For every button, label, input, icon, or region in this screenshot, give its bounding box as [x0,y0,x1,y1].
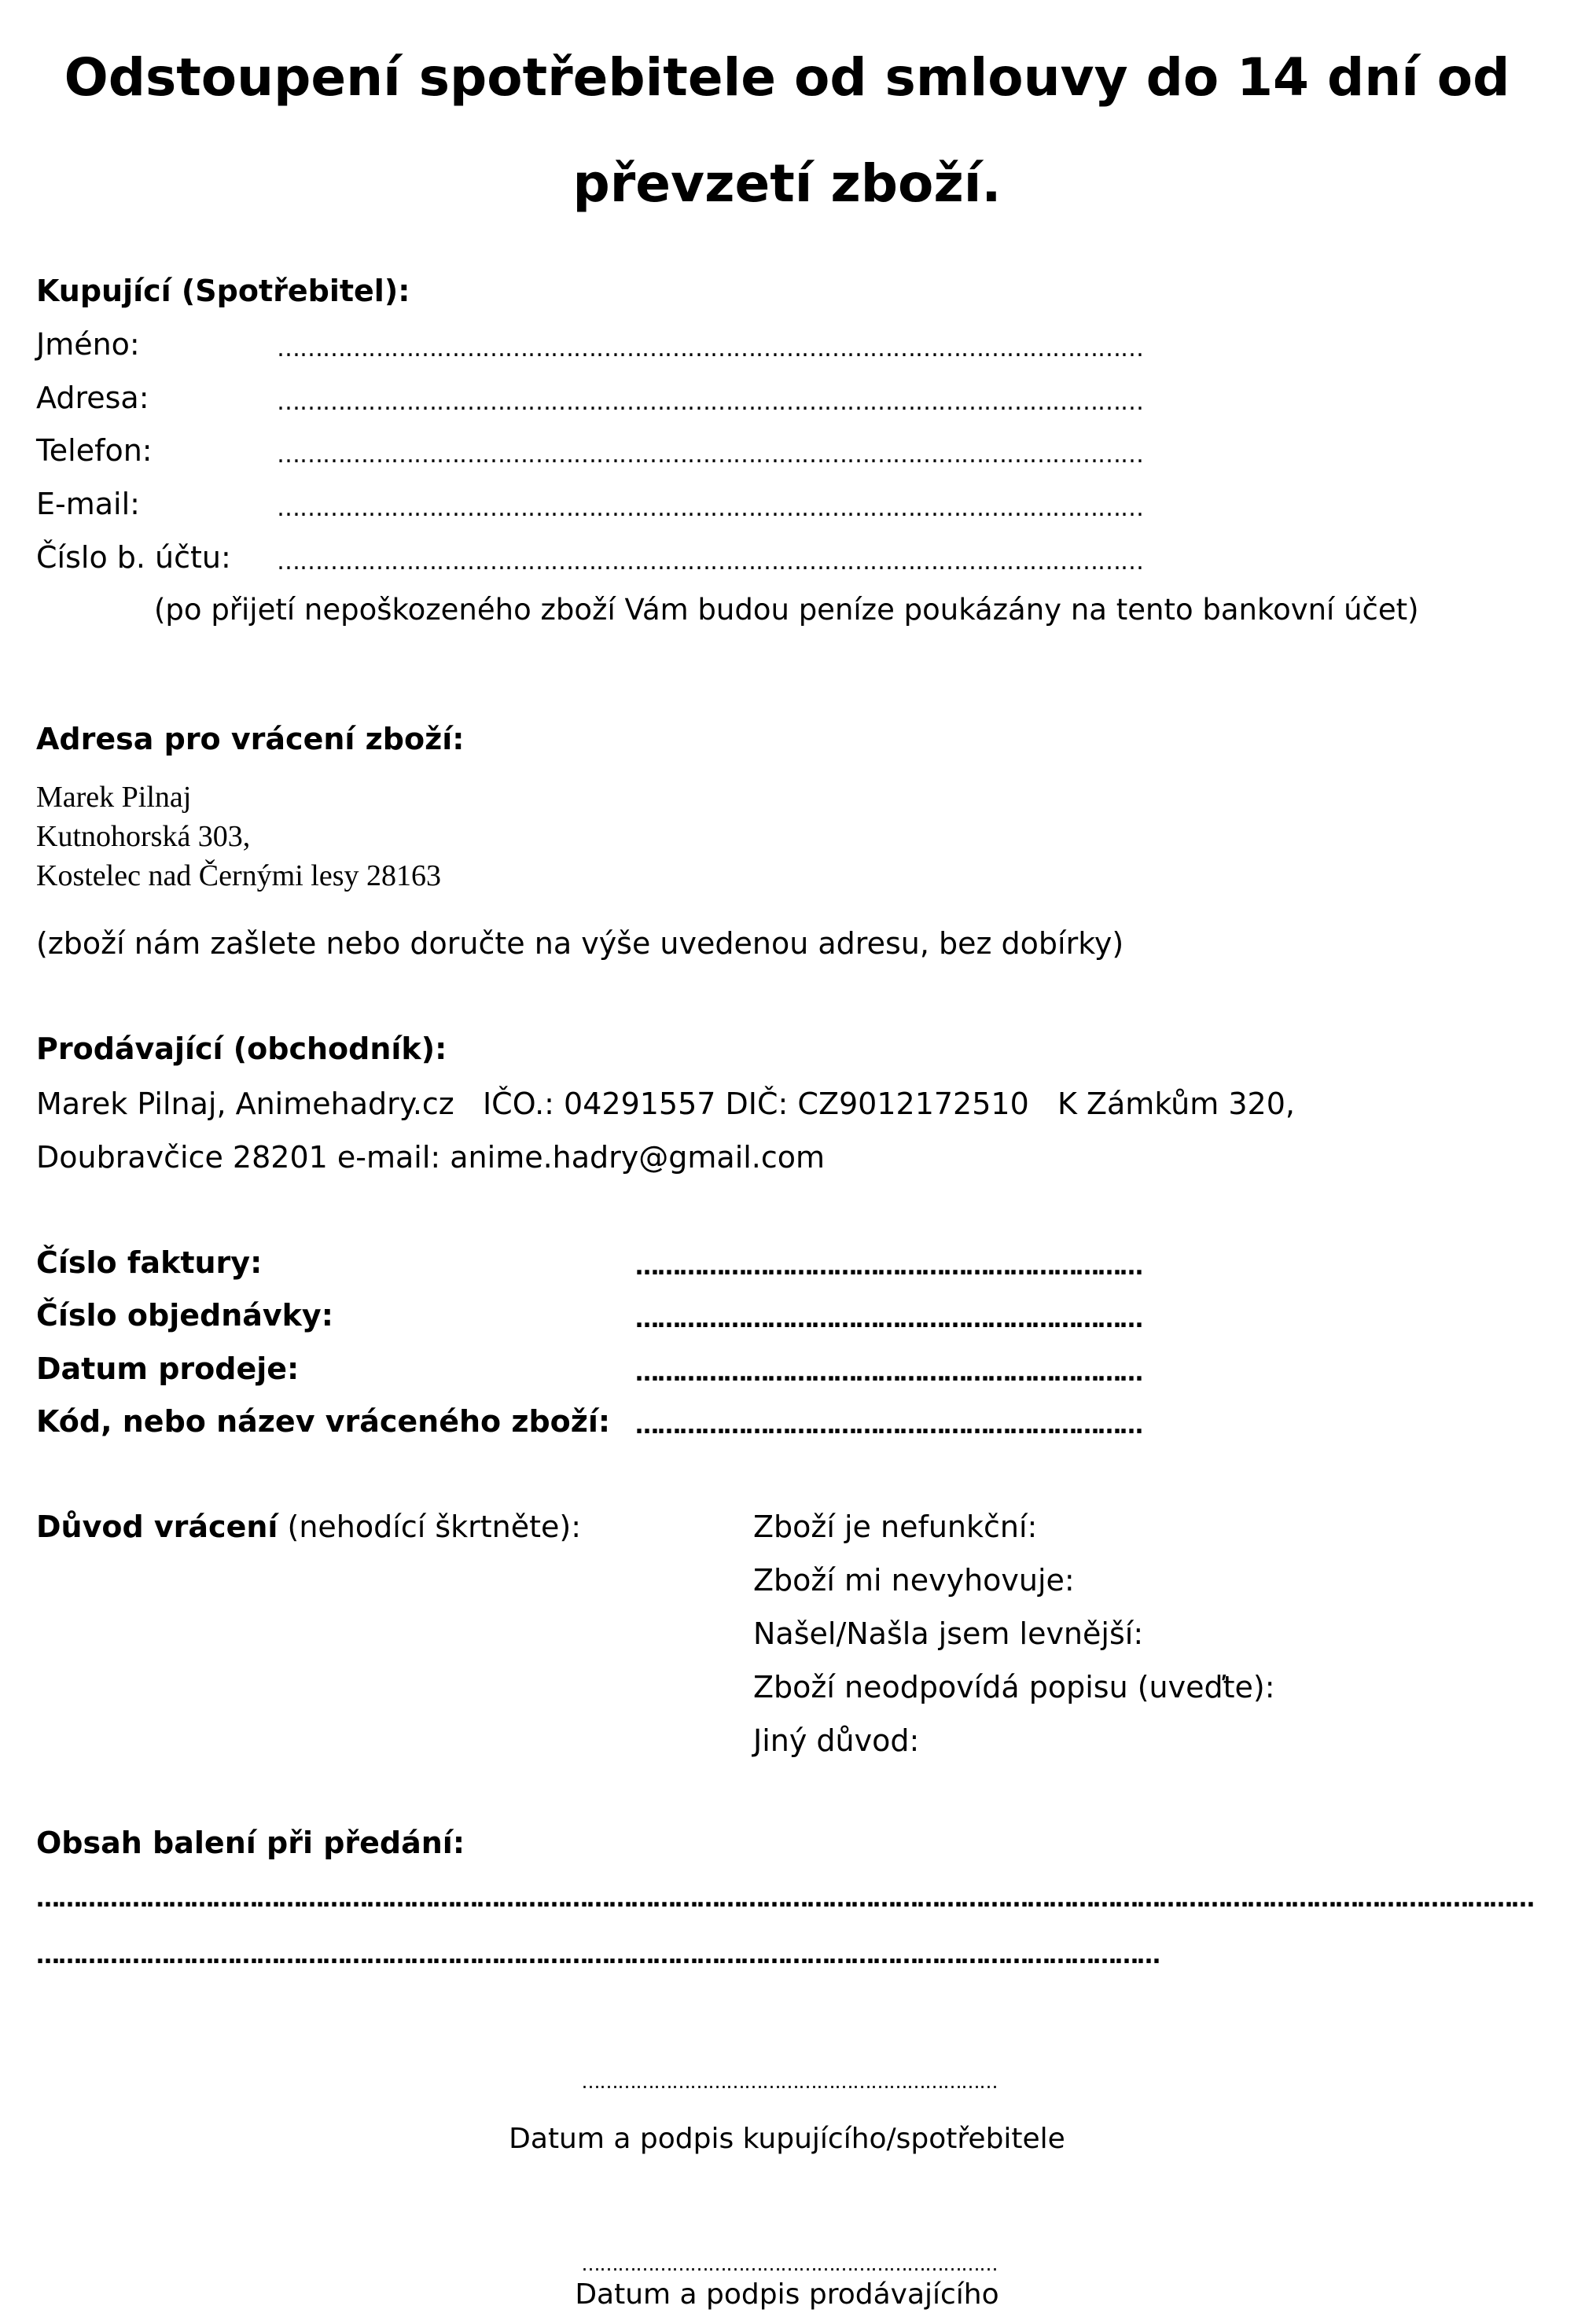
return-address-note: (zboží nám zašlete nebo doručte na výše uvedenou adresu, bez dobírky) [36,926,1124,961]
package-contents-line-2[interactable]: ……………………………………………………………………………………………………………………………………… [36,1942,1159,1969]
seller-heading: Prodávající (obchodník): [36,1031,447,1066]
address-label: Adresa: [36,381,149,415]
email-field[interactable]: …………………………………………………………………………………………………… [277,495,1143,522]
return-address-line-1: Marek Pilnaj [36,781,192,814]
page-title-line-2: převzetí zboží. [572,153,1002,214]
phone-label: Telefon: [36,433,153,468]
package-contents-line-1[interactable]: …………………………………………………………………………………………………………………………………………………………………………………… [36,1885,1533,1913]
name-field[interactable]: …………………………………………………………………………………………………… [277,335,1143,362]
invoice-number-field[interactable]: …………………………………………………………… [635,1253,1142,1281]
returned-item-field[interactable]: …………………………………………………………… [635,1412,1142,1440]
reason-option-found-cheaper[interactable]: Našel/Našla jsem levnější: [753,1616,1144,1651]
return-reason-label-hint: (nehodící škrtněte): [278,1509,582,1544]
address-field[interactable]: …………………………………………………………………………………………………… [277,388,1143,416]
seller-signature-label: Datum a podpis prodávajícího [575,2278,999,2311]
sale-date-label: Datum prodeje: [36,1351,300,1386]
buyer-heading: Kupující (Spotřebitel): [36,274,410,308]
reason-option-not-as-described[interactable]: Zboží neodpovídá popisu (uveďte): [753,1670,1275,1704]
bank-account-field[interactable]: …………………………………………………………………………………………………… [277,548,1143,575]
order-number-label: Číslo objednávky: [36,1298,333,1333]
invoice-number-label: Číslo faktury: [36,1245,263,1280]
buyer-signature-label: Datum a podpis kupujícího/spotřebitele [509,2123,1065,2155]
reason-option-not-working[interactable]: Zboží je nefunkční: [753,1509,1038,1544]
return-address-line-3: Kostelec nad Černými lesy 28163 [36,859,442,892]
seller-info-line-1: Marek Pilnaj, Animehadry.cz IČO.: 04291557 DIČ: CZ9012172510 K Zámkům 320, [36,1087,1295,1121]
page-title-line-1: Odstoupení spotřebitele od smlouvy do 14 dní od [64,47,1510,108]
name-label: Jméno: [36,327,140,362]
return-address-heading: Adresa pro vrácení zboží: [36,722,465,756]
sale-date-field[interactable]: …………………………………………………………… [635,1359,1142,1387]
reason-option-not-suitable[interactable]: Zboží mi nevyhovuje: [753,1563,1075,1598]
return-reason-label-bold: Důvod vrácení [36,1509,278,1544]
seller-info-line-2: Doubravčice 28201 e-mail: anime.hadry@gmail.com [36,1140,826,1175]
buyer-signature-line[interactable]: …………………………………………………………… [581,2071,998,2093]
order-number-field[interactable]: …………………………………………………………… [635,1306,1142,1333]
reason-option-other[interactable]: Jiný důvod: [753,1723,920,1758]
package-contents-heading: Obsah balení při předání: [36,1826,465,1860]
seller-signature-line[interactable]: …………………………………………………………… [581,2253,998,2275]
bank-account-note: (po přijetí nepoškozeného zboží Vám budou peníze poukázány na tento bankovní účet) [154,593,1419,627]
return-reason-label [36,1509,581,1544]
email-label: E-mail: [36,487,140,521]
return-address-line-2: Kutnohorská 303, [36,820,251,853]
phone-field[interactable]: …………………………………………………………………………………………………… [277,441,1143,469]
returned-item-label: Kód, nebo název vráceného zboží: [36,1404,611,1439]
bank-account-label: Číslo b. účtu: [36,540,231,575]
